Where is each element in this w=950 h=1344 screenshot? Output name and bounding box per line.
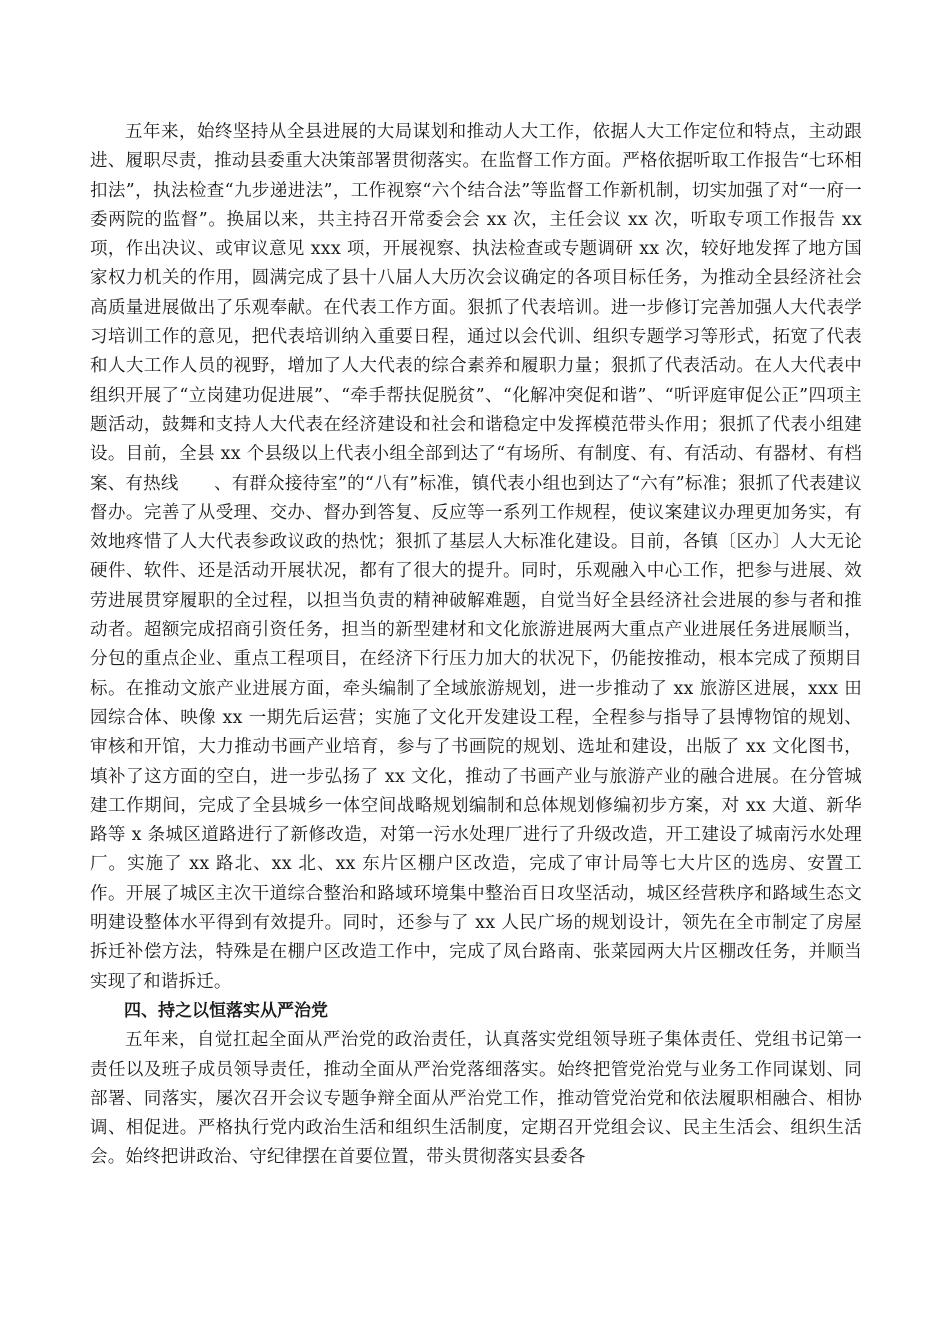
- body-paragraph-party-discipline: 五年来，自觉扛起全面从严治党的政治责任，认真落实党组领导班子集体责任、党组书记第一责任以及班子成员领导责任，推动全面从严治党落细落实。始终把管党治党与业务工作同谋划、同部署、同落实，屡次召开会议专题争辩全面从严治党工作，推动管党治党和依法履职相融合、相协调、相促进。严格执行党内政治生活和组织生活制度，定期召开党组会议、民主生活会、组织生活会。始终把讲政治、守纪律摆在首要位置，带头贯彻落实县委各: [90, 1030, 862, 1168]
- document-page: [90, 118, 862, 1173]
- body-paragraph-achievements: 五年来，始终坚持从全县进展的大局谋划和推动人大工作，依据人大工作定位和特点，主动跟进、履职尽责，推动县委重大决策部署贯彻落实。在监督工作方面。严格依据听取工作报告“七环相扣法”，执法检查“九步递进法”，工作视察“六个结合法”等监督工作新机制，切实加强了对“一府一委两院的监督”。换届以来，共主持召开常委会会 xx 次，主任会议 xx 次，听取专项工作报告 xx 项，作出决议、或审议意见 xxx 项，开展视察、执法检查或专题调研 xx 次，较好地发挥了地方国家权力机关的作用，圆满完成了县十八届人大历次会议确定的各项目标任务，为推动全县经济社会高质量进展做出了乐观奉献。在代表工作方面。狠抓了代表培训。进一步修订完善加强人大代表学习培训工作的意见，把代表培训纳入重要日程，通过以会代训、组织专题学习等形式，拓宽了代表和人大工作人员的视野，增加了人大代表的综合素养和履职力量；狠抓了代表活动。在人大代表中组织开展了“立岗建功促进展”、“牵手帮扶促脱贫”、“化解冲突促和谐”、“听评庭审促公正”四项主题活动，鼓舞和支持人大代表在经济建设和社会和谐稳定中发挥模范带头作用；狠抓了代表小组建设。目前，全县 xx 个县级以上代表小组全部到达了“有场所、有制度、有、有活动、有器材、有档案、有热线 、有群众接待室”的“八有”标准，镇代表小组也到达了“六有”标准；狠抓了代表建议督办。完善了从受理、交办、督办到答复、反应等一系列工作规程，使议案建议办理更加务实，有效地疼惜了人大代表参政议政的热忱；狠抓了基层人大标准化建设。目前，各镇〔区办〕人大无论硬件、软件、还是活动开展状况，都有了很大的提升。同时，乐观融入中心工作，把参与进展、效劳进展贯穿履职的全过程，以担当负责的精神破解难题，自觉当好全县经济社会进展的参与者和推动者。超额完成招商引资任务，担当的新型建材和文化旅游进展两大重点产业进展任务进展顺当，分包的重点企业、重点工程项目，在经济下行压力加大的状况下，仍能按推动，根本完成了预期目标。在推动文旅产业进展方面，牵头编制了全域旅游规划，进一步推动了 xx 旅游区进展，xxx 田园综合体、映像 xx 一期先后运营；实施了文化开发建设工程，全程参与指导了县博物馆的规划、审核和开馆，大力推动书画产业培育，参与了书画院的规划、选址和建设，出版了 xx 文化图书，填补了这方面的空白，进一步弘扬了 xx 文化，推动了书画产业与旅游产业的融合进展。在分管城建工作期间，完成了全县城乡一体空间战略规划编制和总体规划修编初步方案，对 xx 大道、新华路等 x 条城区道路进行了新修改造，对第一污水处理厂进行了升级改造，开工建设了城南污水处理厂。实施了 xx 路北、xx 北、xx 东片区棚户区改造，完成了审计局等七大片区的选房、安置工作。开展了城区主次干道综合整治和路域环境集中整治百日攻坚活动，城区经营秩序和路域生态文明建设整体水平得到有效提升。同时，还参与了 xx 人民广场的规划设计，领先在全市制定了房屋拆迁补偿方法，特殊是在棚户区改造工作中，完成了凤台路南、张菜园两大片区棚改任务，并顺当实现了和谐拆迁。: [90, 122, 862, 992]
- section-heading-party-discipline: 四、持之以恒落实从严治党: [124, 1000, 328, 1021]
